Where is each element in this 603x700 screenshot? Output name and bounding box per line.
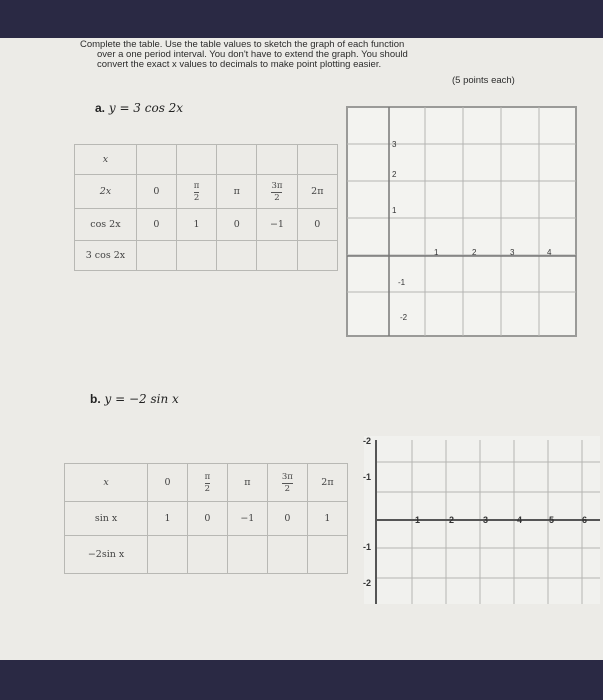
table-cell: 0 — [187, 502, 227, 536]
table-cell — [307, 536, 347, 574]
y-tick-label: -1 — [363, 472, 372, 482]
instruction-line-2: over a one period interval. You don't have to extend the graph. You should — [97, 49, 408, 60]
table-cell — [136, 145, 176, 175]
table-row — [65, 502, 348, 536]
y-tick-label: -2 — [363, 578, 372, 588]
table-cell: 0 — [297, 209, 337, 241]
table-row — [75, 175, 338, 209]
fraction: $\frac{3\pi}{2}$ — [281, 472, 293, 494]
fraction: $\frac{\pi}{2}$ — [204, 472, 211, 494]
table-row — [65, 536, 348, 574]
table-row — [65, 464, 348, 502]
table-cell — [227, 536, 267, 574]
part-a-table — [74, 144, 338, 271]
instruction-line-3: convert the exact x values to decimals to make point plotting easier. — [97, 59, 382, 70]
x-tick-label: 3 — [483, 515, 489, 525]
table-cell — [267, 464, 307, 502]
row-label-sin-x: sin x — [65, 502, 148, 536]
table-cell — [148, 536, 188, 574]
part-b-label: b. — [90, 392, 101, 406]
table-row — [75, 209, 338, 241]
table-cell — [217, 241, 257, 271]
y-tick-label: 1 — [392, 206, 397, 215]
table-cell — [217, 145, 257, 175]
table-cell — [177, 241, 217, 271]
x-tick-label: 5 — [549, 515, 555, 525]
y-tick-label: 2 — [392, 170, 397, 179]
table-cell: π — [217, 175, 257, 209]
table-cell — [177, 145, 217, 175]
table-cell: 0 — [217, 209, 257, 241]
x-tick-label: 4 — [517, 515, 523, 525]
table-cell: 0 — [267, 502, 307, 536]
part-a-graph-grid — [346, 106, 578, 338]
x-tick-label: 2 — [472, 248, 477, 257]
y-tick-label: -2 — [400, 313, 408, 322]
table-row — [75, 241, 338, 271]
table-cell: 1 — [177, 209, 217, 241]
table-cell: 2π — [297, 175, 337, 209]
table-cell — [177, 175, 217, 209]
row-label-neg-2sin-x: −2sin x — [65, 536, 148, 574]
part-a-label: a. — [95, 101, 106, 115]
table-cell: −1 — [227, 502, 267, 536]
y-tick-label: -1 — [398, 278, 406, 287]
part-a-equation: y = 3 cos 2x — [108, 101, 184, 115]
fraction: $\frac{\pi}{2}$ — [193, 181, 200, 203]
part-b-graph-grid — [364, 436, 600, 604]
table-cell — [257, 145, 297, 175]
worksheet-page — [0, 38, 603, 660]
table-cell: 0 — [136, 209, 176, 241]
instruction-line-1: Complete the table. Use the table values to sketch the graph of each function — [80, 39, 405, 50]
row-label-cos-2x: cos 2x — [75, 209, 137, 241]
y-tick-label: -1 — [363, 542, 372, 552]
table-cell — [267, 536, 307, 574]
table-cell: 0 — [148, 464, 188, 502]
x-tick-label: 3 — [510, 248, 515, 257]
row-label-2x: 2x — [75, 175, 137, 209]
table-cell: −1 — [257, 209, 297, 241]
row-label-x: x — [75, 145, 137, 175]
table-cell — [297, 241, 337, 271]
table-cell — [136, 241, 176, 271]
table-row — [75, 145, 338, 175]
table-cell: π — [227, 464, 267, 502]
x-tick-label: 1 — [415, 515, 421, 525]
part-b-equation: y = −2 sin x — [104, 392, 179, 406]
part-a-title — [95, 101, 183, 115]
table-cell: 2π — [307, 464, 347, 502]
fraction: $\frac{3\pi}{2}$ — [271, 181, 283, 203]
part-b-title — [90, 392, 179, 406]
table-cell — [257, 241, 297, 271]
table-cell — [297, 145, 337, 175]
table-cell: 1 — [307, 502, 347, 536]
table-cell: 1 — [148, 502, 188, 536]
row-label-3cos-2x: 3 cos 2x — [75, 241, 137, 271]
part-b-table — [64, 463, 348, 574]
table-cell: 0 — [136, 175, 176, 209]
y-tick-label: 3 — [392, 140, 397, 149]
x-tick-label: 4 — [547, 248, 552, 257]
y-tick-label: -2 — [363, 436, 372, 446]
row-label-x: x — [65, 464, 148, 502]
points-note: (5 points each) — [452, 75, 515, 86]
x-tick-label: 1 — [434, 248, 439, 257]
x-tick-label: 6 — [582, 515, 588, 525]
table-cell — [257, 175, 297, 209]
table-cell — [187, 464, 227, 502]
table-cell — [187, 536, 227, 574]
x-tick-label: 2 — [449, 515, 455, 525]
